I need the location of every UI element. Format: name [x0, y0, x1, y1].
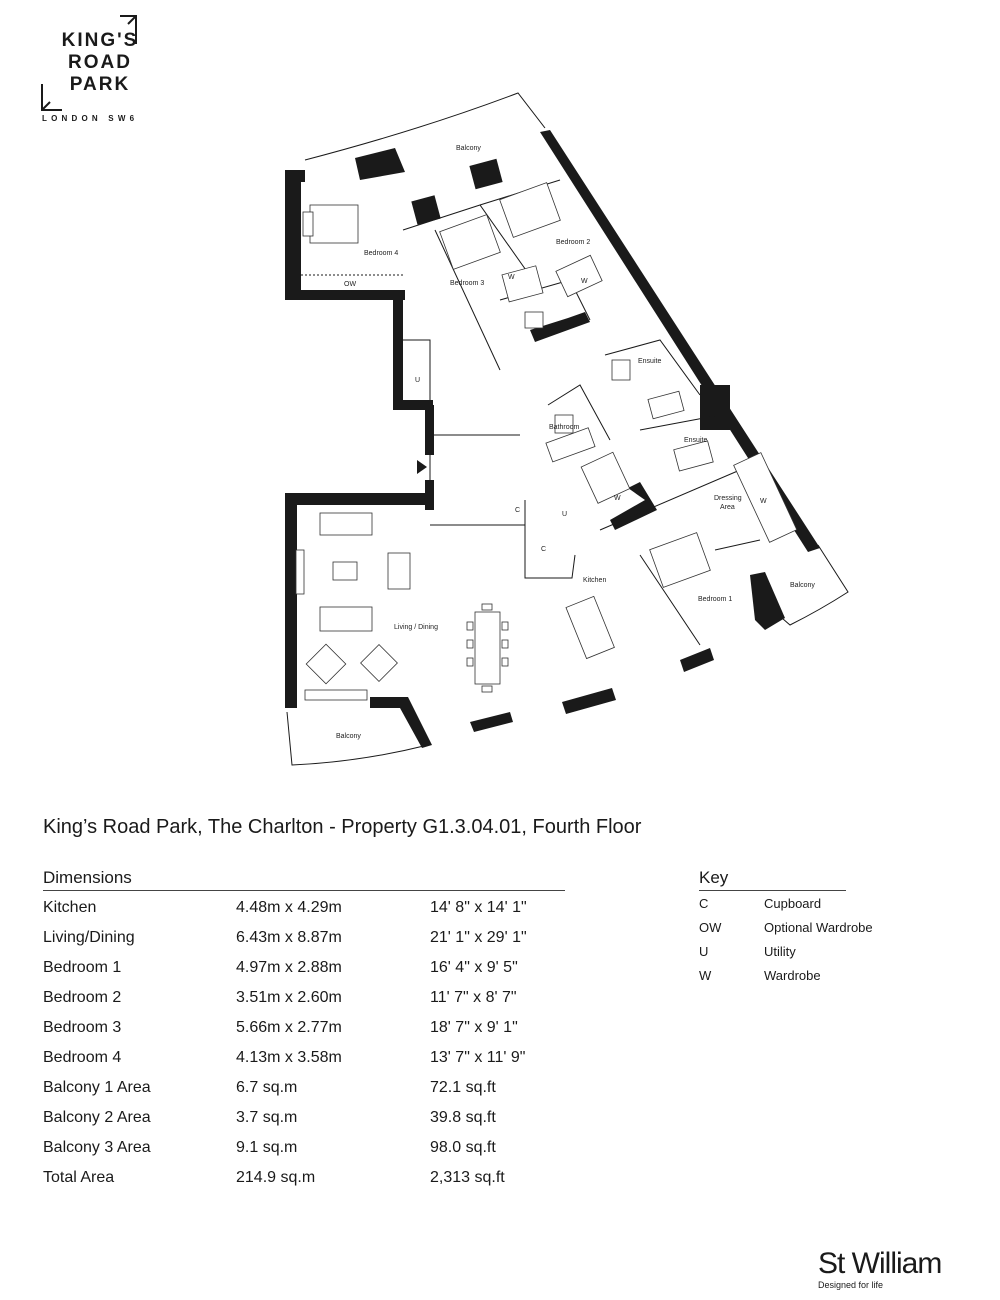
- key-label: Cupboard: [764, 896, 822, 911]
- label-balcony-right: Balcony: [790, 582, 815, 589]
- label-dressing-area-1: Dressing: [714, 495, 742, 502]
- coffee-table-icon: [333, 562, 357, 580]
- key-code: U: [699, 944, 709, 959]
- bed-icon: [310, 205, 358, 243]
- logo-subtitle: LONDON SW6: [42, 114, 139, 123]
- label-dressing-area-2: Area: [720, 504, 735, 511]
- shower-icon: [674, 441, 714, 471]
- table-row: [43, 1046, 603, 1076]
- bed-icon: [650, 533, 711, 588]
- list-item: [699, 918, 959, 942]
- window-icon: [305, 690, 367, 700]
- room-imperial: 16' 4" x 9' 5": [430, 959, 518, 976]
- label-cupboard-1: C: [515, 507, 521, 514]
- table-row: [43, 1166, 603, 1196]
- logo-line-3: PARK: [69, 74, 131, 95]
- table-row: [43, 1136, 603, 1166]
- room-imperial: 18' 7" x 9' 1": [430, 1019, 518, 1036]
- room-name: Balcony 1 Area: [43, 1079, 151, 1096]
- label-balcony-bottom: Balcony: [336, 733, 361, 740]
- label-balcony-top: Balcony: [456, 145, 481, 152]
- key-label: Optional Wardrobe: [764, 920, 873, 935]
- room-metric: 9.1 sq.m: [236, 1139, 298, 1156]
- room-imperial: 39.8 sq.ft: [430, 1109, 496, 1126]
- armchair-icon: [361, 645, 398, 682]
- label-bedroom-1: Bedroom 1: [698, 596, 733, 603]
- label-bedroom-2: Bedroom 2: [556, 239, 591, 246]
- dimensions-table: [43, 896, 603, 1196]
- furniture: [296, 183, 797, 700]
- label-cupboard-2: C: [541, 546, 547, 553]
- sofa-icon: [320, 607, 372, 631]
- bed-icon: [500, 183, 561, 238]
- key-code: OW: [699, 920, 722, 935]
- room-name: Balcony 3 Area: [43, 1139, 151, 1156]
- wc-icon: [525, 312, 543, 328]
- shower-icon: [612, 360, 630, 380]
- bath-icon: [648, 391, 684, 419]
- room-imperial: 21' 1" x 29' 1": [430, 929, 527, 946]
- key-heading: Key: [699, 868, 846, 891]
- table-row: [43, 956, 603, 986]
- sofa-icon: [320, 513, 372, 535]
- list-item: [699, 966, 959, 990]
- key-code: C: [699, 896, 709, 911]
- bed-icon: [440, 215, 501, 270]
- tv-unit-icon: [296, 550, 304, 594]
- table-row: [43, 1016, 603, 1046]
- table-row: [43, 926, 603, 956]
- room-metric: 6.7 sq.m: [236, 1079, 298, 1096]
- room-name: Bedroom 1: [43, 959, 122, 976]
- label-kitchen: Kitchen: [583, 577, 607, 584]
- dimensions-heading: Dimensions: [43, 868, 565, 891]
- key-label: Utility: [764, 944, 796, 959]
- room-name: Kitchen: [43, 899, 97, 916]
- logo-line-2: ROAD: [68, 52, 132, 73]
- room-metric: 5.66m x 2.77m: [236, 1019, 342, 1036]
- key-list: [699, 894, 959, 990]
- room-imperial: 72.1 sq.ft: [430, 1079, 496, 1096]
- list-item: [699, 894, 959, 918]
- key-label: Wardrobe: [764, 968, 821, 983]
- wardrobe-icon: [502, 266, 543, 302]
- label-ow: OW: [344, 281, 357, 288]
- room-name: Bedroom 2: [43, 989, 122, 1006]
- room-metric: 214.9 sq.m: [236, 1169, 316, 1186]
- label-bathroom: Bathroom: [549, 424, 580, 431]
- balcony-top-outline: [305, 93, 545, 160]
- room-metric: 4.48m x 4.29m: [236, 899, 342, 916]
- table-row: [43, 896, 603, 926]
- room-metric: 4.13m x 3.58m: [236, 1049, 342, 1066]
- label-ensuite-2: Ensuite: [684, 437, 708, 444]
- room-name: Bedroom 4: [43, 1049, 122, 1066]
- table-row: [43, 986, 603, 1016]
- label-ensuite-1: Ensuite: [638, 358, 662, 365]
- wardrobe-icon: [556, 255, 602, 296]
- room-metric: 3.7 sq.m: [236, 1109, 298, 1126]
- armchair-icon: [306, 644, 346, 684]
- room-metric: 3.51m x 2.60m: [236, 989, 342, 1006]
- key-code: W: [699, 968, 712, 983]
- label-bedroom-3: Bedroom 3: [450, 280, 485, 287]
- label-wardrobe-4: W: [760, 498, 767, 505]
- label-bedroom-4: Bedroom 4: [364, 250, 399, 257]
- room-name: Total Area: [43, 1169, 115, 1186]
- room-imperial: 98.0 sq.ft: [430, 1139, 496, 1156]
- room-imperial: 14' 8" x 14' 1": [430, 899, 527, 916]
- entrance-arrow-icon: [417, 460, 427, 474]
- room-metric: 6.43m x 8.87m: [236, 929, 342, 946]
- list-item: [699, 942, 959, 966]
- armchair-icon: [388, 553, 410, 589]
- brand-tagline: Designed for life: [818, 1280, 884, 1290]
- room-name: Bedroom 3: [43, 1019, 122, 1036]
- room-imperial: 2,313 sq.ft: [430, 1169, 505, 1186]
- brand-name: St William: [818, 1247, 942, 1280]
- label-wardrobe-1: W: [508, 274, 515, 281]
- wardrobe-icon: [581, 452, 630, 503]
- page-title: King’s Road Park, The Charlton - Property G1.3.04.01, Fourth Floor: [43, 816, 642, 838]
- label-utility-2: U: [562, 511, 568, 518]
- room-name: Balcony 2 Area: [43, 1109, 151, 1126]
- kitchen-island-icon: [566, 596, 614, 658]
- label-wardrobe-3: W: [614, 495, 621, 502]
- st-william-logo: [818, 1248, 958, 1290]
- logo-line-1: KING'S: [61, 30, 139, 51]
- room-name: Living/Dining: [43, 929, 135, 946]
- table-row: [43, 1076, 603, 1106]
- label-living-dining: Living / Dining: [394, 624, 438, 631]
- table-row: [43, 1106, 603, 1136]
- dining-table-icon: [475, 612, 500, 684]
- label-wardrobe-2: W: [581, 278, 588, 285]
- room-metric: 4.97m x 2.88m: [236, 959, 342, 976]
- room-imperial: 13' 7" x 11' 9": [430, 1049, 526, 1066]
- label-utility-1: U: [415, 377, 421, 384]
- room-imperial: 11' 7" x 8' 7": [430, 989, 517, 1006]
